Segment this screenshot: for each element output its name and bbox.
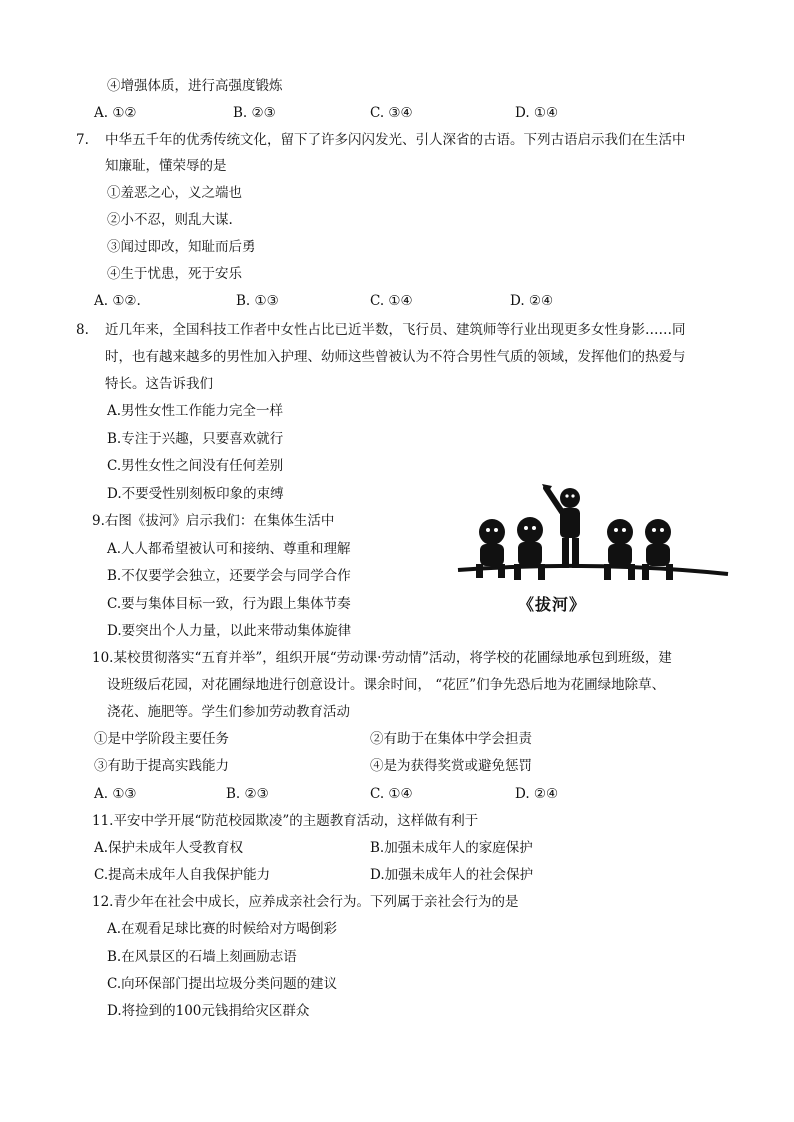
q12-option-d: D.将捡到的100元钱捐给灾区群众 <box>107 1003 310 1019</box>
q7-item-1: ①羞恶之心，义之端也 <box>107 185 242 201</box>
q6-option-a: A. ①② <box>94 105 137 121</box>
q6-option-b: B. ②③ <box>233 105 276 121</box>
q8-stem-line1: 近几年来，全国科技工作者中女性占比已近半数，飞行员、建筑师等行业出现更多女性身影……同 <box>105 322 686 338</box>
q8-number: 8. <box>76 322 89 338</box>
q7-item-3: ③闻过即改，知耻而后勇 <box>107 239 256 255</box>
figure-caption: 《拔河》 <box>518 595 587 614</box>
q8-stem-line3: 特长。这告诉我们 <box>105 376 213 392</box>
q8-stem-line2: 时，也有越来越多的男性加入护理、幼师这些曾被认为不符合男性气质的领域，发挥他们的热爱与 <box>105 349 686 365</box>
q9-option-d: D.要突出个人力量，以此来带动集体旋律 <box>107 623 352 639</box>
q8-option-a: A.男性女性工作能力完全一样 <box>107 403 284 419</box>
q6-item-4: ④增强体质，进行高强度锻炼 <box>107 78 283 94</box>
q10-option-c: C. ①④ <box>370 786 413 802</box>
q11-option-c: C.提高未成年人自我保护能力 <box>94 867 271 883</box>
q10-stem-line2: 设班级后花园，对花圃绿地进行创意设计。课余时间， “花匠”们争先恐后地为花圃绿地除草、 <box>107 677 666 693</box>
q7-item-4: ④生于忧患，死于安乐 <box>107 266 242 282</box>
q11-option-d: D.加强未成年人的社会保护 <box>370 867 534 883</box>
q11-option-b: B.加强未成年人的家庭保护 <box>370 840 533 856</box>
q10-option-a: A. ①③ <box>94 786 137 802</box>
q9-stem: 9.右图《拔河》启示我们：在集体生活中 <box>92 513 335 529</box>
q10-item-2: ②有助于在集体中学会担责 <box>370 731 532 747</box>
tug-of-war-illustration <box>452 482 732 614</box>
q10-option-b: B. ②③ <box>226 786 269 802</box>
q10-stem-line1: 10.某校贯彻落实“五育并举”，组织开展“劳动课·劳动情”活动，将学校的花圃绿地承包到班级，建 <box>92 650 672 666</box>
q10-item-3: ③有助于提高实践能力 <box>94 758 229 774</box>
q7-number: 7. <box>76 132 89 148</box>
q9-option-c: C.要与集体目标一致，行为跟上集体节奏 <box>107 596 351 612</box>
q12-stem: 12.青少年在社会中成长，应养成亲社会行为。下列属于亲社会行为的是 <box>92 894 519 910</box>
q8-option-c: C.男性女性之间没有任何差别 <box>107 458 284 474</box>
q10-item-1: ①是中学阶段主要任务 <box>94 731 229 747</box>
q12-option-c: C.向环保部门提出垃圾分类问题的建议 <box>107 976 338 992</box>
q8-option-d: D.不要受性别刻板印象的束缚 <box>107 486 284 502</box>
q7-option-a: A. ①②. <box>94 293 141 309</box>
q11-option-a: A.保护未成年人受教育权 <box>94 840 244 856</box>
q10-option-d: D. ②④ <box>515 786 559 802</box>
q7-option-c: C. ①④ <box>370 293 413 309</box>
q7-stem-line1: 中华五千年的优秀传统文化，留下了许多闪闪发光、引人深省的古语。下列古语启示我们在生活中 <box>105 132 686 148</box>
q7-item-2: ②小不忍，则乱大谋. <box>107 212 233 228</box>
q10-stem-line3: 浇花、施肥等。学生们参加劳动教育活动 <box>107 704 350 720</box>
q6-option-c: C. ③④ <box>370 105 413 121</box>
q9-option-b: B.不仅要学会独立，还要学会与同学合作 <box>107 568 351 584</box>
q12-option-b: B.在风景区的石墙上刻画励志语 <box>107 949 297 965</box>
q6-option-d: D. ①④ <box>515 105 559 121</box>
q7-stem-line2: 知廉耻，懂荣辱的是 <box>105 158 227 174</box>
q7-option-d: D. ②④ <box>510 293 554 309</box>
q7-option-b: B. ①③ <box>236 293 279 309</box>
q9-option-a: A.人人都希望被认可和接纳、尊重和理解 <box>107 541 351 557</box>
q10-item-4: ④是为获得奖赏或避免惩罚 <box>370 758 532 774</box>
q12-option-a: A.在观看足球比赛的时候给对方喝倒彩 <box>107 921 338 937</box>
q8-option-b: B.专注于兴趣，只要喜欢就行 <box>107 431 284 447</box>
q11-stem: 11.平安中学开展“防范校园欺凌”的主题教育活动，这样做有利于 <box>92 813 479 829</box>
